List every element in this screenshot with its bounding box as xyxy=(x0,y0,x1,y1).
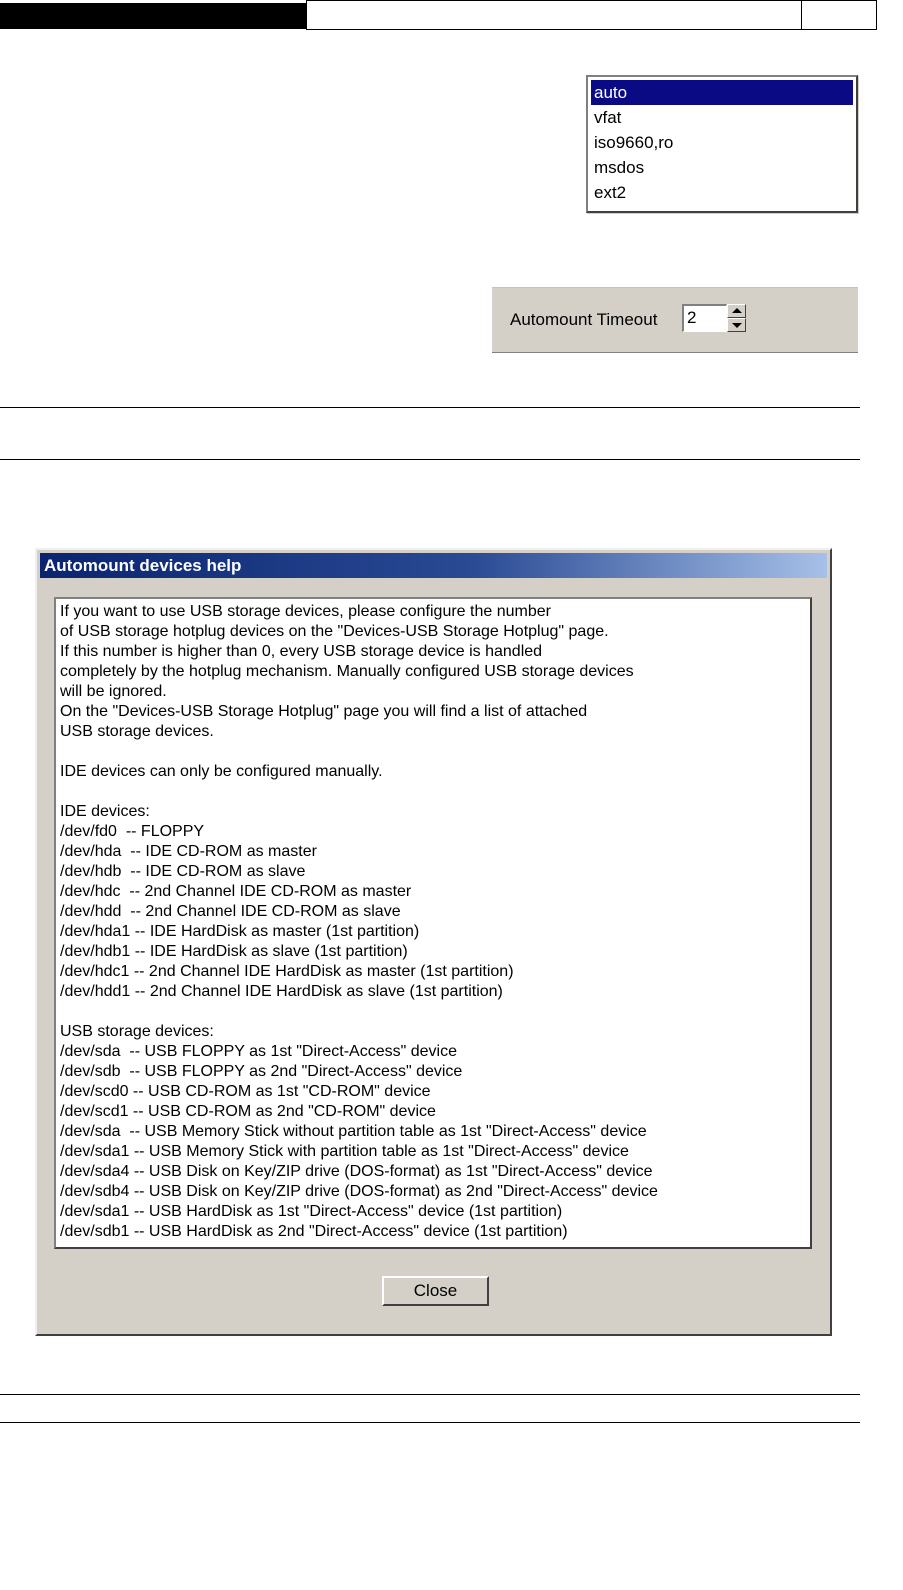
header-black-bar xyxy=(0,3,306,29)
help-text-line: /dev/sdb -- USB FLOPPY as 2nd "Direct-Access" device xyxy=(60,1063,463,1080)
help-text-line: IDE devices: xyxy=(60,803,150,820)
help-text-line: /dev/hda -- IDE CD-ROM as master xyxy=(60,843,317,860)
divider-line xyxy=(0,459,860,460)
divider-line xyxy=(0,407,860,408)
automount-timeout-input[interactable]: 2 xyxy=(682,304,727,332)
help-text-line xyxy=(60,782,806,802)
help-text-line: If you want to use USB storage devices, please configure the number xyxy=(60,603,551,620)
filesystem-option[interactable]: auto xyxy=(591,80,853,105)
dialog-title-bar[interactable]: Automount devices help xyxy=(40,553,827,578)
help-text-line: completely by the hotplug mechanism. Manually configured USB storage devices xyxy=(60,663,634,680)
help-text-line: /dev/sda -- USB Memory Stick without partition table as 1st "Direct-Access" device xyxy=(60,1123,647,1140)
help-text-line: will be ignored. xyxy=(60,683,167,700)
help-text-line: IDE devices can only be configured manually. xyxy=(60,763,383,780)
filesystem-option[interactable]: ext2 xyxy=(594,183,627,202)
filesystem-option[interactable]: iso9660,ro xyxy=(594,133,674,152)
help-text-line: /dev/scd0 -- USB CD-ROM as 1st "CD-ROM" device xyxy=(60,1083,431,1100)
help-text-line: /dev/sda4 -- USB Disk on Key/ZIP drive (DOS-format) as 1st "Direct-Access" device xyxy=(60,1163,653,1180)
automount-timeout-panel xyxy=(492,287,858,353)
header-middle-box xyxy=(306,0,802,30)
help-text-line: /dev/sdb4 -- USB Disk on Key/ZIP drive (DOS-format) as 2nd "Direct-Access" device xyxy=(60,1183,658,1200)
help-text-line xyxy=(60,1002,806,1022)
filesystem-option[interactable]: vfat xyxy=(594,108,622,127)
help-text-line: /dev/sda1 -- USB HardDisk as 1st "Direct-Access" device (1st partition) xyxy=(60,1203,563,1220)
help-text-line: /dev/sdb1 -- USB HardDisk as 2nd "Direct-Access" device (1st partition) xyxy=(60,1223,568,1240)
help-text-line: USB storage devices: xyxy=(60,1023,214,1040)
help-text-line: /dev/hdc1 -- 2nd Channel IDE HardDisk as master (1st partition) xyxy=(60,963,514,980)
help-text-line xyxy=(60,742,806,762)
divider-line xyxy=(0,1422,860,1423)
timeout-spinner xyxy=(727,304,746,332)
help-text-line: /dev/hdc -- 2nd Channel IDE CD-ROM as master xyxy=(60,883,412,900)
help-text-line: /dev/sda1 -- USB Memory Stick with partition table as 1st "Direct-Access" device xyxy=(60,1143,629,1160)
header-right-box xyxy=(801,0,877,30)
automount-timeout-label: Automount Timeout xyxy=(510,310,658,329)
help-text-line: /dev/hdd1 -- 2nd Channel IDE HardDisk as slave (1st partition) xyxy=(60,983,503,1000)
filesystem-listbox[interactable] xyxy=(586,75,858,213)
help-text-line: If this number is higher than 0, every USB storage device is handled xyxy=(60,643,543,660)
help-text-line: /dev/fd0 -- FLOPPY xyxy=(60,823,205,840)
help-text-area[interactable] xyxy=(54,597,812,1249)
help-text-line: /dev/sda -- USB FLOPPY as 1st "Direct-Access" device xyxy=(60,1043,457,1060)
help-text-line: /dev/scd1 -- USB CD-ROM as 2nd "CD-ROM" device xyxy=(60,1103,436,1120)
close-button[interactable]: Close xyxy=(382,1276,489,1306)
filesystem-option[interactable]: msdos xyxy=(594,158,645,177)
help-text-line: /dev/hdb1 -- IDE HardDisk as slave (1st partition) xyxy=(60,943,408,960)
help-text-line: /dev/hdb -- IDE CD-ROM as slave xyxy=(60,863,306,880)
spin-down-arrow-icon[interactable] xyxy=(727,318,746,332)
divider-line xyxy=(0,1394,860,1395)
automount-help-dialog xyxy=(35,548,832,1336)
spin-up-arrow-icon[interactable] xyxy=(727,304,746,318)
help-text-line: On the "Devices-USB Storage Hotplug" page you will find a list of attached xyxy=(60,703,588,720)
help-text-line: of USB storage hotplug devices on the "Devices-USB Storage Hotplug" page. xyxy=(60,623,609,640)
help-text-line: /dev/hda1 -- IDE HardDisk as master (1st partition) xyxy=(60,923,420,940)
help-text-line: USB storage devices. xyxy=(60,723,214,740)
help-text-line: /dev/hdd -- 2nd Channel IDE CD-ROM as slave xyxy=(60,903,401,920)
